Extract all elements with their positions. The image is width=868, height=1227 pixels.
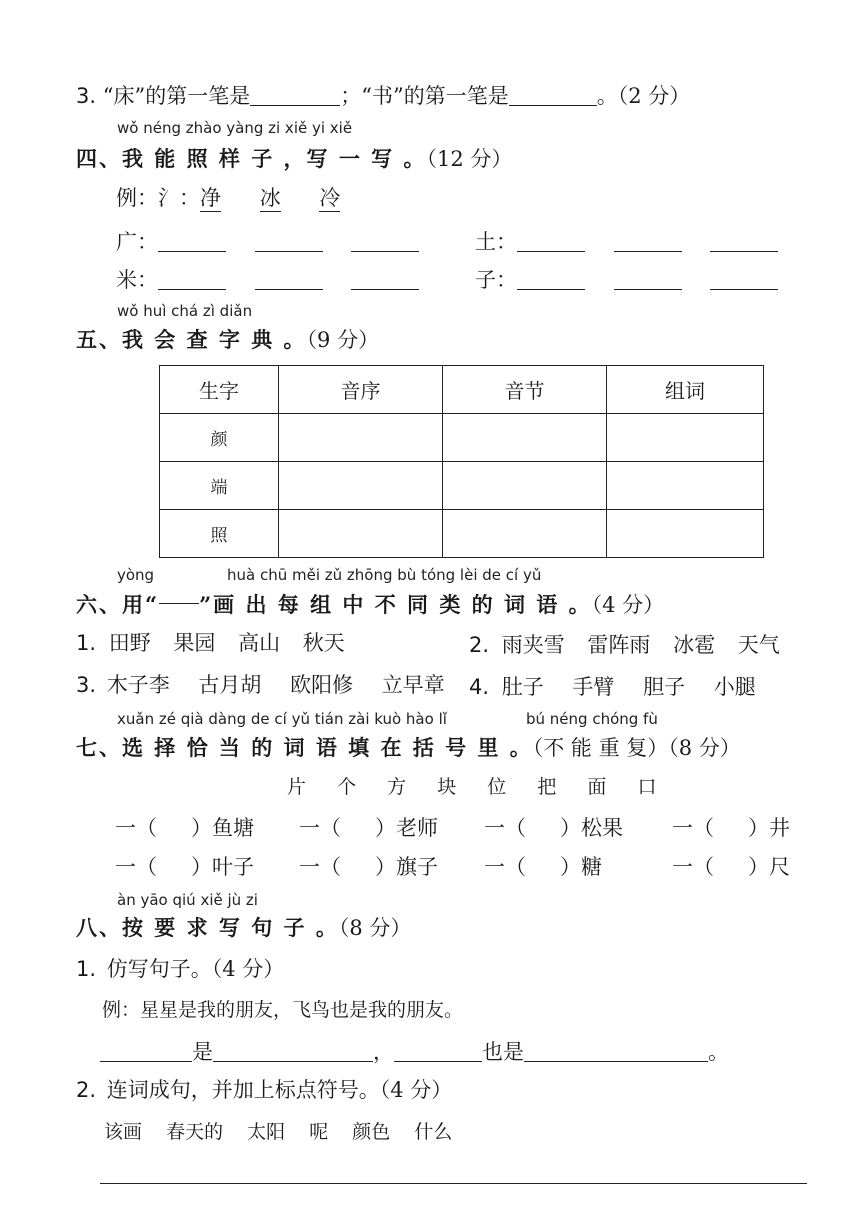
word-chip: 该画 [104,1121,143,1143]
fill-prefix: 一（ [115,816,157,840]
fill-noun: 尺 [769,855,790,879]
points: 。（2 分） [596,84,691,108]
fill-prefix: 一（ [672,855,714,879]
question-text: 连词成句，并加上标点符号。（4 分） [106,1078,453,1102]
question-3 [76,80,690,110]
answer-blank[interactable] [614,271,682,290]
imitation-sentence [100,1036,729,1066]
section-6-pinyin: huà chū měi zǔ zhōng bù tóng lèi de cí yǔ [227,566,542,584]
word-chip: 春天的 [166,1121,224,1143]
option-word: 面 [587,776,607,798]
fill-prefix: 一（ [484,816,526,840]
word-option[interactable]: 秋天 [302,631,345,655]
fill-prefix: 一（ [484,855,526,879]
fill-item [484,851,602,881]
question-text: “床”的第一笔是 [102,84,251,108]
answer-line[interactable] [100,1183,807,1184]
table-cell-input[interactable] [279,462,443,510]
table-cell-char: 颜 [160,414,279,462]
group-number: 4. [469,675,490,699]
sentence-text: ， [373,1040,394,1064]
answer-blank[interactable] [710,233,778,252]
sentence-text: 。 [708,1040,729,1064]
word-option[interactable]: 田野 [108,631,151,655]
radical-label: 土： [475,230,517,254]
question-number: 1. [76,957,97,981]
answer-blank[interactable] [351,233,419,252]
question-number: 3. [76,84,97,108]
answer-blank[interactable] [351,271,419,290]
word-group [469,629,780,659]
points: （8 分） [668,736,741,760]
table-cell-char: 照 [160,510,279,558]
answer-blank[interactable] [158,271,226,290]
word-chip: 呢 [309,1121,329,1143]
word-group [76,669,445,699]
table-cell-input[interactable] [279,414,443,462]
fill-close: ） [375,855,396,879]
word-chip: 颜色 [352,1121,391,1143]
question-text: 仿写句子。（4 分） [106,957,285,981]
option-word: 块 [437,776,457,798]
fill-item [672,812,790,842]
sub-question-2 [76,1074,452,1104]
word-option[interactable]: 冰雹 [673,633,716,657]
answer-blank[interactable] [614,233,682,252]
section-7-pinyin: bú néng chóng fù [526,710,658,728]
fill-close: ） [191,816,212,840]
word-option[interactable]: 古月胡 [198,673,262,697]
radical-label: 广： [116,230,158,254]
fill-close: ） [560,816,581,840]
word-option[interactable]: 木子李 [106,673,170,697]
word-chip: 太阳 [247,1121,286,1143]
sentence-text: 也是 [482,1040,524,1064]
answer-blank[interactable] [394,1043,482,1062]
table-header: 音序 [279,366,443,414]
section-4-pinyin: wǒ néng zhào yàng zi xiě yi xiě [117,119,353,137]
sub-question-1 [76,953,284,983]
option-word: 个 [337,776,357,798]
radical-row [475,264,778,294]
fill-item [115,812,254,842]
example-word: 冰 [259,186,281,210]
answer-blank[interactable] [255,271,323,290]
fill-close: ） [560,855,581,879]
table-cell-input[interactable] [443,414,607,462]
section-8-title [76,912,411,942]
word-option[interactable]: 欧阳修 [290,673,354,697]
section-7-pinyin: xuǎn zé qià dàng de cí yǔ tián zài kuò hào lǐ [117,710,447,728]
group-number: 3. [76,673,97,697]
fill-close: ） [191,855,212,879]
underline-symbol [159,593,199,604]
group-number: 2. [469,633,490,657]
fill-close: ） [375,816,396,840]
example-row [116,182,340,212]
answer-blank[interactable] [524,1043,708,1062]
section-note: （不 能 重 复） [532,736,669,760]
fill-noun: 松果 [581,816,623,840]
answer-blank[interactable] [710,271,778,290]
word-option[interactable]: 高山 [238,631,281,655]
section-7-title [76,732,741,762]
section-title-text: 八、按 要 求 写 句 子 。 [76,915,339,940]
measure-word-options [287,772,656,799]
fill-prefix: 一（ [299,816,341,840]
table-cell-input[interactable] [443,462,607,510]
table-cell-input[interactable] [607,510,764,558]
section-title-text: 五、我 会 查 字 典 。 [76,327,307,352]
question-number: 2. [76,1078,97,1102]
radical-label: 米： [116,268,158,292]
radical-row [116,264,419,294]
word-option[interactable]: 雨夹雪 [501,633,565,657]
table-header-row [160,366,764,414]
answer-blank[interactable] [517,233,585,252]
word-option[interactable]: 小腿 [713,675,756,699]
word-group [76,627,345,657]
section-title-text: 六、用“ [76,592,160,617]
table-cell-input[interactable] [443,510,607,558]
table-header: 组词 [607,366,764,414]
table-cell-char: 端 [160,462,279,510]
answer-blank[interactable] [213,1043,373,1062]
group-number: 1. [76,631,97,655]
section-title-text: 七、选 择 恰 当 的 词 语 填 在 括 号 里 。 [76,735,533,760]
example-sentence: 例：星星是我的朋友，飞鸟也是我的朋友。 [102,999,464,1021]
section-5-title [76,324,379,354]
fill-item [672,851,790,881]
table-cell-input[interactable] [607,462,764,510]
option-word: 把 [537,776,557,798]
fill-prefix: 一（ [299,855,341,879]
option-word: 口 [637,776,657,798]
example-prefix: 例：氵： [116,186,200,210]
answer-blank[interactable] [509,87,597,106]
table-row [160,414,764,462]
fill-noun: 鱼塘 [212,816,254,840]
fill-close: ） [748,816,769,840]
section-title-text: 四、我 能 照 样 子 ，写 一 写 。 [76,146,427,171]
section-6-pinyin: yòng [117,566,155,584]
radical-row [475,226,778,256]
section-4-title [76,143,512,173]
option-word: 片 [287,776,307,798]
word-option[interactable]: 雷阵雨 [587,633,651,657]
answer-blank[interactable] [100,1043,192,1062]
fill-noun: 叶子 [212,855,254,879]
points: （12 分） [426,147,513,171]
fill-prefix: 一（ [672,816,714,840]
fill-noun: 旗子 [396,855,438,879]
points: （9 分） [306,328,380,352]
example-word: 净 [200,186,221,210]
fill-item [484,812,623,842]
points: （8 分） [338,916,412,940]
section-title-text: ”画 出 每 组 中 不 同 类 的 词 语 。 [199,592,592,617]
word-option[interactable]: 果园 [173,631,216,655]
answer-blank[interactable] [255,233,323,252]
fill-item [299,851,438,881]
table-cell-input[interactable] [279,510,443,558]
points: （4 分） [591,593,665,617]
word-option[interactable]: 立早章 [381,673,445,697]
word-group [469,671,756,701]
option-word: 位 [487,776,507,798]
fill-close: ） [748,855,769,879]
answer-blank[interactable] [250,87,340,106]
sentence-text: 是 [192,1040,213,1064]
section-5-pinyin: wǒ huì chá zì diǎn [117,302,253,320]
word-option[interactable]: 手臂 [572,675,615,699]
dictionary-table [159,365,764,558]
table-row [160,462,764,510]
word-option[interactable]: 胆子 [643,675,686,699]
word-option[interactable]: 肚子 [501,675,544,699]
table-header: 音节 [443,366,607,414]
section-8-pinyin: àn yāo qiú xiě jù zi [117,891,258,909]
example-word: 冷 [319,186,341,210]
radical-label: 子： [475,268,517,292]
table-cell-input[interactable] [607,414,764,462]
table-header: 生字 [160,366,279,414]
section-6-title [76,589,664,619]
word-option[interactable]: 天气 [737,633,780,657]
answer-blank[interactable] [158,233,226,252]
word-chip: 什么 [414,1121,453,1143]
question-text: ；“书”的第一笔是 [340,84,509,108]
fill-item [115,851,254,881]
word-list [104,1117,452,1144]
radical-row [116,226,419,256]
table-row [160,510,764,558]
answer-blank[interactable] [517,271,585,290]
fill-prefix: 一（ [115,855,157,879]
option-word: 方 [387,776,407,798]
fill-noun: 糖 [581,855,602,879]
fill-noun: 老师 [396,816,438,840]
fill-noun: 井 [769,816,790,840]
fill-item [299,812,438,842]
